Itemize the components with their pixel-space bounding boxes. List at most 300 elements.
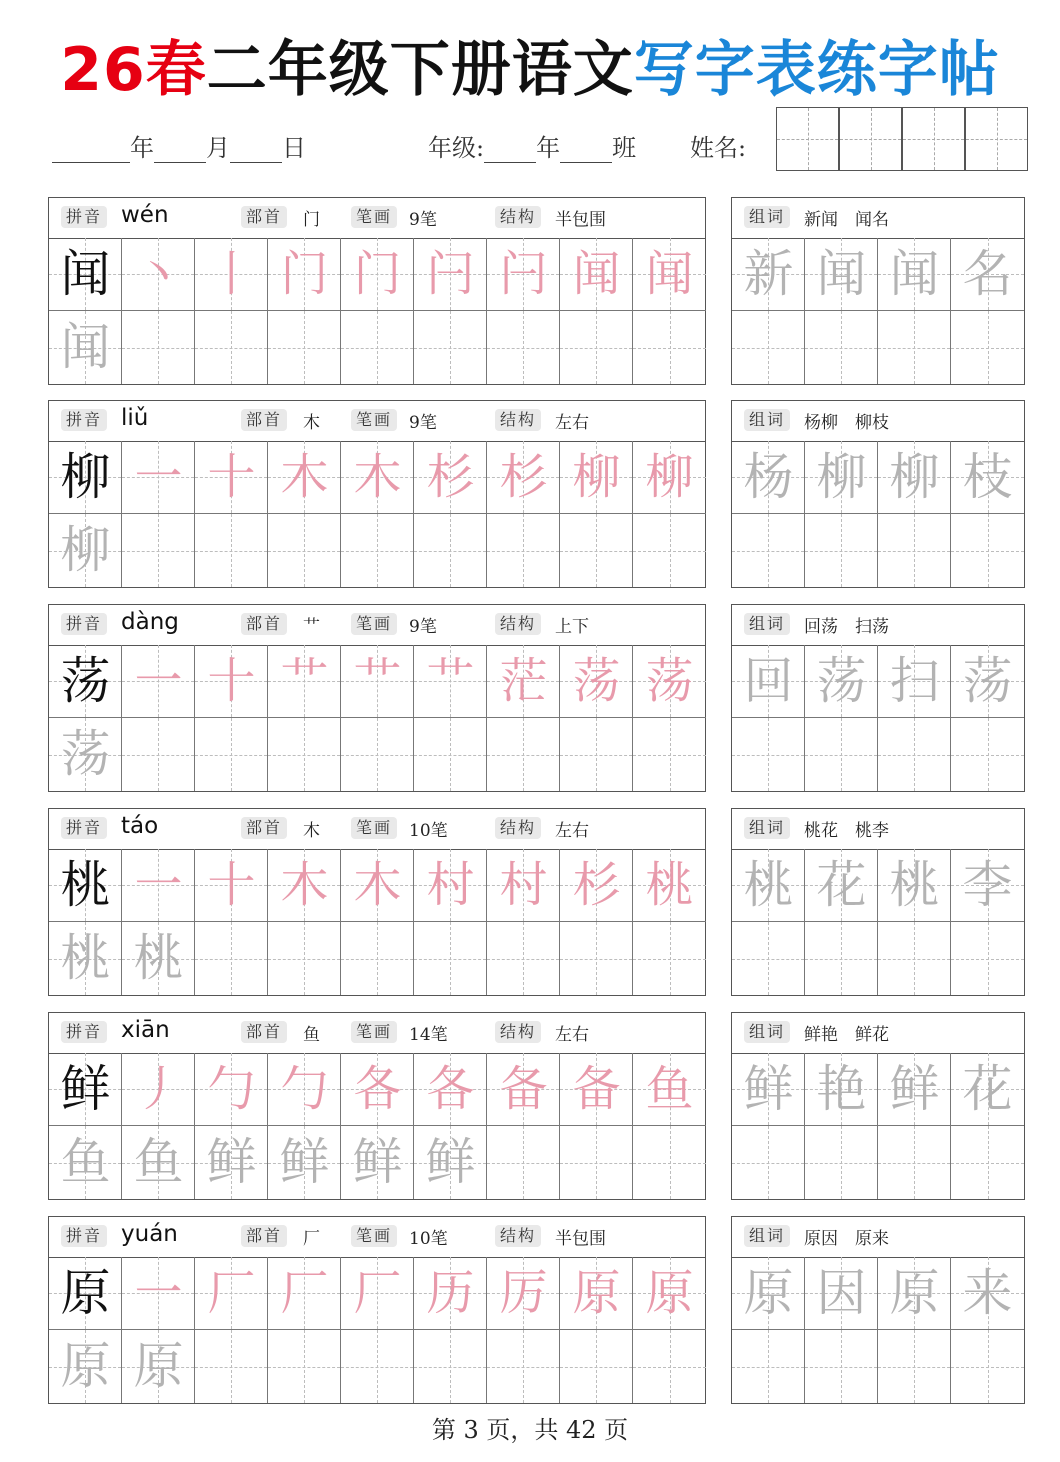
writing-cell[interactable]	[951, 849, 1024, 922]
word-trace-character: 枝	[962, 448, 1013, 506]
writing-cell[interactable]	[195, 849, 268, 922]
writing-cell[interactable]	[268, 1330, 341, 1403]
writing-cell[interactable]	[122, 1053, 195, 1126]
word-info-header	[732, 198, 1024, 239]
writing-cell[interactable]	[414, 514, 487, 587]
writing-cell[interactable]	[122, 1330, 195, 1403]
writing-cell[interactable]	[195, 311, 268, 384]
grid-guide-horizontal	[487, 1367, 559, 1368]
stroke-order-step: 柳	[572, 449, 621, 505]
writing-cell[interactable]	[805, 718, 878, 791]
grade-label: 年级:	[428, 134, 485, 162]
writing-cell[interactable]	[878, 645, 951, 718]
writing-cell[interactable]	[195, 1126, 268, 1199]
stroke-order-step: 厂	[280, 1265, 329, 1321]
grid-guide-horizontal	[414, 1367, 486, 1368]
writing-cell[interactable]	[633, 1053, 706, 1126]
stroke-order-step: 丶	[134, 246, 183, 302]
char-info-header	[49, 401, 705, 442]
writing-cell[interactable]	[732, 1330, 805, 1403]
grid-guide-horizontal	[633, 1367, 706, 1368]
structure-label: 结构	[495, 1225, 541, 1247]
trace-character: 荡	[60, 725, 111, 783]
writing-cell[interactable]	[341, 1053, 414, 1126]
writing-cell[interactable]	[341, 922, 414, 995]
word-practice-block	[731, 197, 1025, 385]
grid-guide-horizontal	[195, 348, 267, 349]
radical-value: 木	[303, 413, 320, 433]
grid-guide-horizontal	[414, 551, 486, 552]
stroke-order-step: 闻	[645, 246, 694, 302]
strokes-label: 笔画	[351, 613, 397, 635]
grid-guide-horizontal	[195, 755, 267, 756]
writing-cell[interactable]	[633, 922, 706, 995]
class-blank[interactable]	[560, 140, 612, 163]
writing-cell[interactable]	[633, 849, 706, 922]
grid-guide-horizontal	[414, 755, 486, 756]
writing-cell[interactable]	[414, 441, 487, 514]
grid-guide-horizontal	[414, 348, 486, 349]
writing-cell[interactable]	[732, 718, 805, 791]
writing-cell[interactable]	[122, 1257, 195, 1330]
writing-cell[interactable]	[487, 514, 560, 587]
grid-guide-horizontal	[633, 1163, 706, 1164]
trace-character: 柳	[60, 521, 111, 579]
writing-cell[interactable]	[49, 311, 122, 384]
strokes-value: 10笔	[409, 1229, 448, 1249]
stroke-order-step: 柳	[645, 449, 694, 505]
title-end: 写字表练字帖	[633, 35, 1000, 105]
writing-cell[interactable]	[951, 922, 1024, 995]
writing-cell[interactable]	[414, 849, 487, 922]
word-practice-block	[731, 604, 1025, 792]
writing-cell[interactable]	[633, 238, 706, 311]
word-trace-character: 李	[962, 856, 1013, 914]
writing-cell[interactable]	[49, 1126, 122, 1199]
writing-cell[interactable]	[732, 1257, 805, 1330]
trace-character: 鲜	[206, 1133, 257, 1191]
stroke-order-step: 杉	[426, 449, 475, 505]
strokes-label: 笔画	[351, 409, 397, 431]
writing-cell[interactable]	[487, 238, 560, 311]
word-trace-character: 艳	[816, 1060, 867, 1118]
writing-cell[interactable]	[341, 849, 414, 922]
stroke-order-step: 勹	[280, 1061, 329, 1117]
page-footer: 第 3 页，共 42 页	[431, 1416, 629, 1444]
name-cell[interactable]	[839, 107, 902, 171]
word-practice-block	[731, 1012, 1025, 1200]
char-info-header	[49, 198, 705, 239]
stroke-order-step: 闻	[572, 246, 621, 302]
writing-cell[interactable]	[487, 1053, 560, 1126]
writing-cell[interactable]	[341, 645, 414, 718]
writing-cell[interactable]	[633, 514, 706, 587]
pinyin-label: 拼音	[61, 613, 107, 635]
word-trace-character: 花	[962, 1060, 1013, 1118]
model-character: 闻	[60, 245, 111, 303]
writing-cell[interactable]	[805, 849, 878, 922]
word-info-header	[732, 401, 1024, 442]
word-practice-block	[731, 808, 1025, 996]
strokes-value: 9笔	[409, 413, 437, 433]
writing-cell[interactable]	[487, 1257, 560, 1330]
writing-cell[interactable]	[49, 1053, 122, 1126]
grid-guide-horizontal	[487, 348, 559, 349]
writing-cell[interactable]	[878, 922, 951, 995]
month-blank[interactable]	[154, 140, 206, 163]
stroke-order-step: 门	[280, 246, 329, 302]
writing-cell[interactable]	[341, 311, 414, 384]
writing-cell[interactable]	[268, 718, 341, 791]
grid-guide-horizontal	[560, 1163, 632, 1164]
writing-cell[interactable]	[49, 645, 122, 718]
writing-cell[interactable]	[732, 922, 805, 995]
words-label: 组词	[744, 1021, 790, 1043]
grid-guide-horizontal	[951, 1163, 1024, 1164]
grid-guide-horizontal	[487, 551, 559, 552]
grid-guide-horizontal	[878, 755, 950, 756]
stroke-order-step: 一	[134, 857, 183, 913]
writing-cell[interactable]	[414, 1126, 487, 1199]
writing-cell[interactable]	[633, 1126, 706, 1199]
writing-cell[interactable]	[487, 1126, 560, 1199]
word-trace-character: 鲜	[889, 1060, 940, 1118]
writing-cell[interactable]	[341, 718, 414, 791]
trace-character: 鱼	[133, 1133, 184, 1191]
writing-cell[interactable]	[633, 1257, 706, 1330]
stroke-order-step: 鱼	[645, 1061, 694, 1117]
grid-guide-horizontal	[878, 1367, 950, 1368]
writing-cell[interactable]	[633, 718, 706, 791]
writing-cell[interactable]	[268, 441, 341, 514]
writing-cell[interactable]	[341, 514, 414, 587]
writing-cell[interactable]	[805, 1330, 878, 1403]
writing-cell[interactable]	[122, 849, 195, 922]
stroke-order-step: 一	[134, 653, 183, 709]
writing-cell[interactable]	[414, 718, 487, 791]
writing-cell[interactable]	[414, 311, 487, 384]
pinyin-value: liǔ	[121, 405, 149, 431]
writing-cell[interactable]	[878, 514, 951, 587]
writing-cell[interactable]	[951, 311, 1024, 384]
writing-cell[interactable]	[878, 718, 951, 791]
grid-guide-horizontal	[341, 755, 413, 756]
char-info-header	[49, 809, 705, 850]
writing-cell[interactable]	[732, 645, 805, 718]
writing-cell[interactable]	[878, 849, 951, 922]
writing-cell[interactable]	[560, 849, 633, 922]
structure-value: 左右	[555, 821, 589, 841]
writing-cell[interactable]	[122, 311, 195, 384]
char-info-header	[49, 1217, 705, 1258]
writing-cell[interactable]	[878, 238, 951, 311]
writing-cell[interactable]	[122, 645, 195, 718]
grid-guide-horizontal	[268, 755, 340, 756]
grid-guide-horizontal	[341, 1367, 413, 1368]
writing-cell[interactable]	[951, 238, 1024, 311]
writing-cell[interactable]	[805, 514, 878, 587]
writing-cell[interactable]	[487, 849, 560, 922]
grid-guide-horizontal	[268, 1367, 340, 1368]
stroke-order-step: 木	[280, 857, 329, 913]
writing-cell[interactable]	[195, 922, 268, 995]
trace-character: 原	[60, 1337, 111, 1395]
writing-cell[interactable]	[633, 645, 706, 718]
writing-cell[interactable]	[268, 645, 341, 718]
stroke-order-step: 各	[353, 1061, 402, 1117]
writing-cell[interactable]	[341, 1330, 414, 1403]
trace-character: 鲜	[279, 1133, 330, 1191]
writing-cell[interactable]	[951, 1053, 1024, 1126]
writing-cell[interactable]	[487, 441, 560, 514]
radical-value: 艹	[303, 617, 320, 637]
stroke-order-step: 艹	[426, 653, 475, 709]
trace-character: 桃	[60, 929, 111, 987]
writing-cell[interactable]	[805, 922, 878, 995]
writing-cell[interactable]	[414, 238, 487, 311]
writing-cell[interactable]	[560, 1053, 633, 1126]
name-cell[interactable]	[902, 107, 965, 171]
writing-cell[interactable]	[560, 1330, 633, 1403]
writing-cell[interactable]	[560, 441, 633, 514]
writing-cell[interactable]	[805, 441, 878, 514]
structure-label: 结构	[495, 613, 541, 635]
writing-cell[interactable]	[805, 1257, 878, 1330]
writing-cell[interactable]	[195, 718, 268, 791]
grid-guide-horizontal	[878, 959, 950, 960]
stroke-order-step: 艹	[280, 653, 329, 709]
radical-value: 门	[303, 210, 320, 230]
writing-cell[interactable]	[414, 1257, 487, 1330]
writing-cell[interactable]	[414, 1330, 487, 1403]
writing-cell[interactable]	[195, 514, 268, 587]
writing-cell[interactable]	[341, 1257, 414, 1330]
pinyin-value: xiān	[121, 1017, 170, 1043]
writing-cell[interactable]	[560, 238, 633, 311]
writing-cell[interactable]	[122, 922, 195, 995]
writing-cell[interactable]	[487, 311, 560, 384]
writing-cell[interactable]	[268, 238, 341, 311]
word-trace-character: 杨	[743, 448, 794, 506]
trace-character: 鲜	[425, 1133, 476, 1191]
writing-cell[interactable]	[560, 922, 633, 995]
writing-cell[interactable]	[878, 1126, 951, 1199]
pinyin-label: 拼音	[61, 409, 107, 431]
writing-cell[interactable]	[195, 1053, 268, 1126]
writing-cell[interactable]	[49, 718, 122, 791]
writing-cell[interactable]	[805, 645, 878, 718]
stroke-order-step: 杉	[572, 857, 621, 913]
writing-cell[interactable]	[487, 718, 560, 791]
writing-cell[interactable]	[560, 311, 633, 384]
structure-label: 结构	[495, 817, 541, 839]
name-cell[interactable]	[965, 107, 1028, 171]
stroke-order-step: 备	[572, 1061, 621, 1117]
pinyin-value: táo	[121, 813, 159, 839]
word-trace-character: 荡	[962, 652, 1013, 710]
writing-cell[interactable]	[878, 1257, 951, 1330]
writing-cell[interactable]	[878, 1330, 951, 1403]
class-label: 班	[612, 134, 637, 162]
writing-cell[interactable]	[268, 1126, 341, 1199]
writing-cell[interactable]	[195, 238, 268, 311]
word-practice-block	[731, 400, 1025, 588]
grid-guide-horizontal	[268, 959, 340, 960]
writing-cell[interactable]	[49, 1257, 122, 1330]
writing-cell[interactable]	[268, 922, 341, 995]
grid-guide-horizontal	[122, 551, 194, 552]
writing-cell[interactable]	[805, 311, 878, 384]
word-trace-character: 因	[816, 1264, 867, 1322]
writing-cell[interactable]	[951, 645, 1024, 718]
writing-cell[interactable]	[878, 441, 951, 514]
stroke-order-step: 荡	[572, 653, 621, 709]
writing-cell[interactable]	[560, 718, 633, 791]
strokes-label: 笔画	[351, 1021, 397, 1043]
day-label: 日	[282, 134, 306, 162]
stroke-order-step: 荡	[645, 653, 694, 709]
writing-cell[interactable]	[560, 514, 633, 587]
pinyin-value: dàng	[121, 609, 179, 635]
stroke-order-step: 历	[426, 1265, 475, 1321]
word-trace-character: 闻	[889, 245, 940, 303]
stroke-order-step: 村	[499, 857, 548, 913]
strokes-label: 笔画	[351, 1225, 397, 1247]
words-value: 鲜艳 鲜花	[804, 1025, 889, 1045]
grid-guide-horizontal	[732, 959, 804, 960]
words-label: 组词	[744, 613, 790, 635]
structure-value: 左右	[555, 1025, 589, 1045]
stroke-order-step: 艹	[353, 653, 402, 709]
radical-label: 部首	[241, 817, 287, 839]
writing-cell[interactable]	[49, 238, 122, 311]
writing-cell[interactable]	[487, 645, 560, 718]
writing-cell[interactable]	[633, 1330, 706, 1403]
writing-cell[interactable]	[49, 849, 122, 922]
writing-cell[interactable]	[878, 311, 951, 384]
writing-cell[interactable]	[195, 645, 268, 718]
grid-guide-horizontal	[732, 755, 804, 756]
writing-cell[interactable]	[122, 718, 195, 791]
writing-cell[interactable]	[341, 238, 414, 311]
char-practice-block	[48, 808, 706, 996]
writing-cell[interactable]	[341, 1126, 414, 1199]
writing-cell[interactable]	[732, 311, 805, 384]
grid-guide-horizontal	[878, 348, 950, 349]
grid-guide-horizontal	[487, 959, 559, 960]
writing-cell[interactable]	[805, 238, 878, 311]
year-blank[interactable]	[52, 140, 130, 163]
writing-cell[interactable]	[122, 238, 195, 311]
writing-cell[interactable]	[732, 849, 805, 922]
writing-cell[interactable]	[487, 922, 560, 995]
radical-value: 木	[303, 821, 320, 841]
stroke-order-step: 勹	[207, 1061, 256, 1117]
writing-cell[interactable]	[951, 1257, 1024, 1330]
grid-guide-horizontal	[122, 755, 194, 756]
writing-cell[interactable]	[414, 922, 487, 995]
writing-cell[interactable]	[560, 1257, 633, 1330]
writing-cell[interactable]	[878, 1053, 951, 1126]
writing-cell[interactable]	[487, 1330, 560, 1403]
words-value: 回荡 扫荡	[804, 617, 889, 637]
writing-cell[interactable]	[49, 514, 122, 587]
writing-cell[interactable]	[122, 514, 195, 587]
grade-blank[interactable]	[484, 140, 536, 163]
pinyin-value: yuán	[121, 1221, 178, 1247]
writing-cell[interactable]	[633, 311, 706, 384]
name-cell[interactable]	[776, 107, 839, 171]
writing-cell[interactable]	[414, 1053, 487, 1126]
writing-cell[interactable]	[268, 514, 341, 587]
writing-cell[interactable]	[560, 645, 633, 718]
writing-cell[interactable]	[805, 1126, 878, 1199]
writing-cell[interactable]	[268, 1257, 341, 1330]
writing-cell[interactable]	[49, 441, 122, 514]
word-trace-character: 花	[816, 856, 867, 914]
writing-cell[interactable]	[951, 1330, 1024, 1403]
writing-cell[interactable]	[49, 1330, 122, 1403]
pinyin-value: wén	[121, 202, 169, 228]
writing-cell[interactable]	[414, 645, 487, 718]
writing-cell[interactable]	[268, 849, 341, 922]
writing-cell[interactable]	[341, 441, 414, 514]
words-label: 组词	[744, 1225, 790, 1247]
writing-cell[interactable]	[951, 1126, 1024, 1199]
writing-cell[interactable]	[633, 441, 706, 514]
word-trace-character: 来	[962, 1264, 1013, 1322]
writing-cell[interactable]	[732, 1126, 805, 1199]
day-blank[interactable]	[230, 140, 282, 163]
grid-guide-horizontal	[732, 1367, 804, 1368]
pinyin-label: 拼音	[61, 1021, 107, 1043]
writing-cell[interactable]	[49, 922, 122, 995]
writing-cell[interactable]	[805, 1053, 878, 1126]
writing-cell[interactable]	[122, 1126, 195, 1199]
writing-cell[interactable]	[732, 238, 805, 311]
writing-cell[interactable]	[732, 1053, 805, 1126]
strokes-value: 10笔	[409, 821, 448, 841]
writing-cell[interactable]	[268, 311, 341, 384]
writing-cell[interactable]	[195, 1330, 268, 1403]
radical-label: 部首	[241, 1021, 287, 1043]
grid-guide-horizontal	[487, 1163, 559, 1164]
writing-cell[interactable]	[951, 441, 1024, 514]
strokes-label: 笔画	[351, 206, 397, 228]
grade-year-label: 年	[536, 134, 561, 162]
writing-cell[interactable]	[195, 441, 268, 514]
writing-cell[interactable]	[195, 1257, 268, 1330]
writing-cell[interactable]	[732, 441, 805, 514]
writing-cell[interactable]	[122, 441, 195, 514]
writing-cell[interactable]	[268, 1053, 341, 1126]
grid-guide-horizontal	[633, 959, 706, 960]
grid-guide-horizontal	[560, 755, 632, 756]
model-character: 桃	[60, 856, 111, 914]
writing-cell[interactable]	[732, 514, 805, 587]
date-line	[52, 128, 306, 163]
grid-guide-horizontal	[732, 1163, 804, 1164]
char-info-header	[49, 1013, 705, 1054]
word-trace-character: 原	[743, 1264, 794, 1322]
grid-guide-horizontal	[341, 551, 413, 552]
writing-cell[interactable]	[560, 1126, 633, 1199]
writing-cell[interactable]	[951, 718, 1024, 791]
structure-value: 半包围	[555, 1229, 606, 1249]
name-writing-grid[interactable]	[776, 107, 1028, 171]
stroke-order-step: 木	[353, 449, 402, 505]
writing-cell[interactable]	[951, 514, 1024, 587]
